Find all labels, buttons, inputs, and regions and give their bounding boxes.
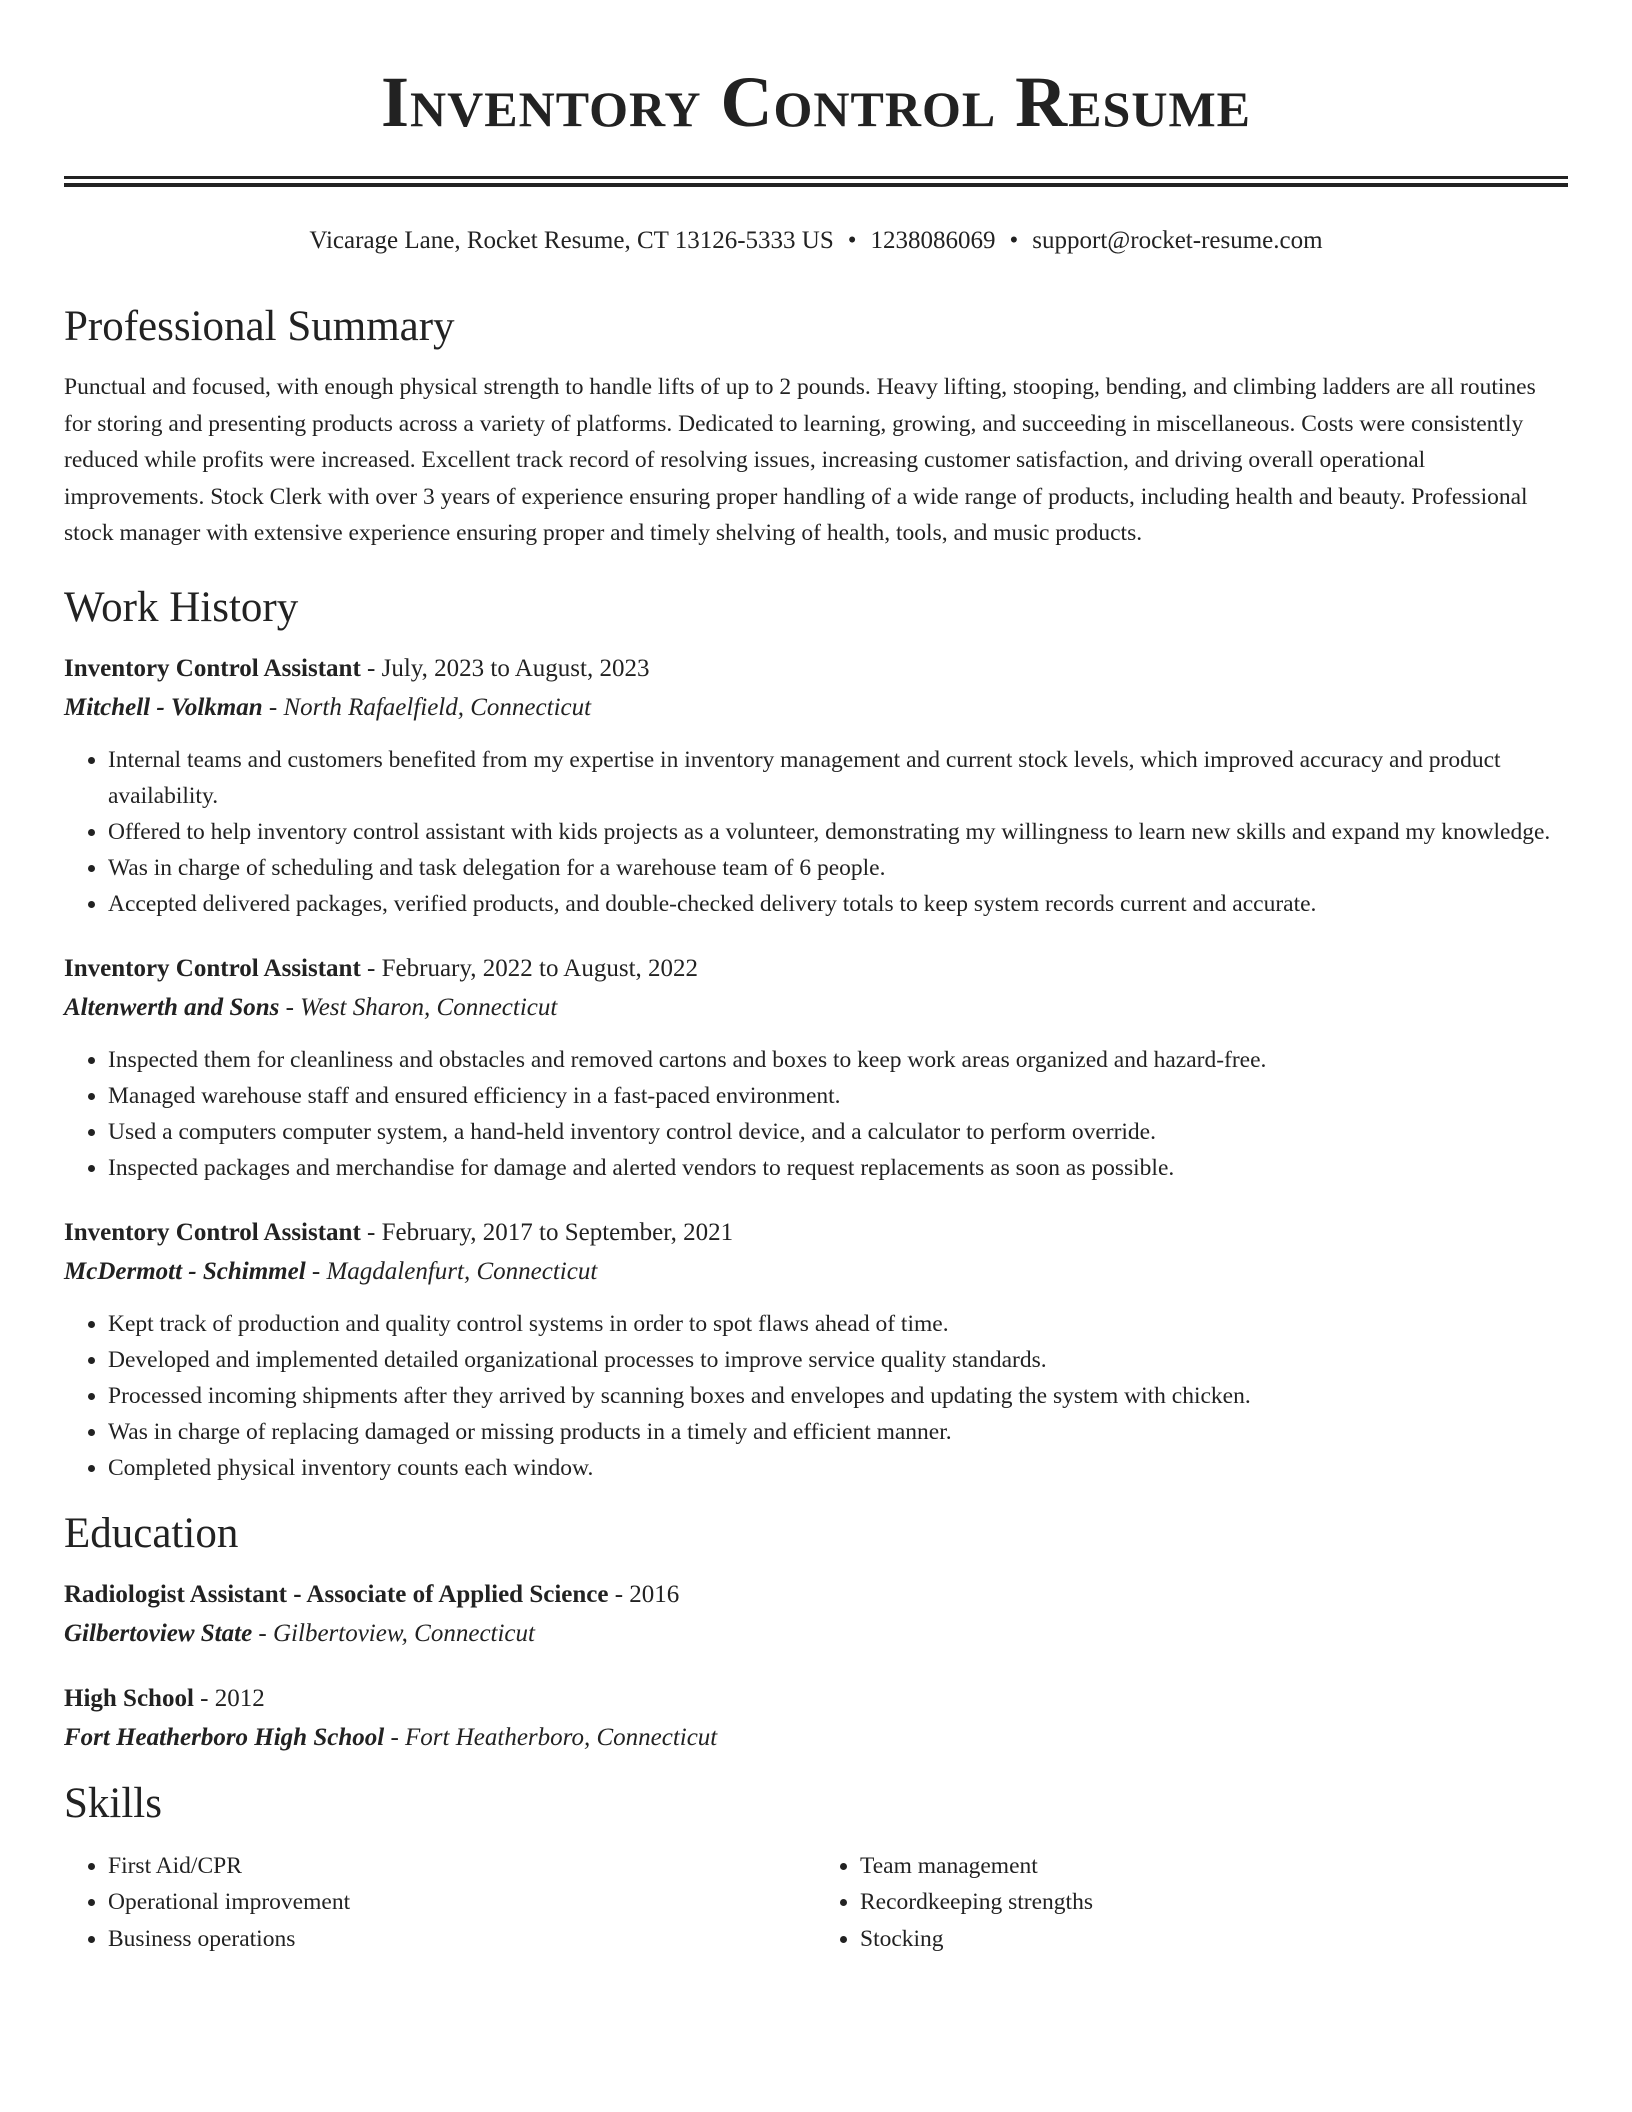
job-location: - North Rafaelfield, Connecticut — [262, 693, 592, 721]
skill-item: • Recordkeeping strengths — [860, 1884, 1568, 1921]
job-duty-item: • Internal teams and customers benefited from my expertise in inventory management and current stock levels, which improved accuracy and product availability. — [108, 742, 1568, 814]
education-location: - Gilbertoview, Connecticut — [252, 1619, 535, 1647]
title-divider — [64, 176, 1568, 187]
job-duty-item: • Developed and implemented detailed organizational processes to improve service quality standards. — [108, 1342, 1568, 1378]
contact-line — [64, 225, 1568, 257]
job-title: Inventory Control Assistant — [64, 954, 361, 982]
job-duties — [64, 1306, 1568, 1486]
contact-email: support@rocket-resume.com — [1032, 227, 1323, 254]
education-header — [64, 1576, 1568, 1614]
job-duty-item: • Was in charge of replacing damaged or missing products in a timely and efficient manner. — [108, 1414, 1568, 1450]
skills-list — [64, 1838, 1568, 1958]
job-entry — [64, 950, 1568, 1186]
skill-item: • Stocking — [860, 1921, 1568, 1958]
job-company: Mitchell - Volkman — [64, 693, 263, 721]
job-dates: - July, 2023 to August, 2023 — [360, 654, 650, 682]
education-degree: Radiologist Assistant - Associate of Applied Science — [64, 1580, 609, 1608]
skill-item: • First Aid/CPR — [108, 1848, 816, 1885]
job-duties — [64, 1042, 1568, 1186]
job-company: McDermott - Schimmel — [64, 1257, 306, 1285]
job-employer — [64, 688, 1568, 728]
skill-item: • Business operations — [108, 1921, 816, 1958]
education-entry — [64, 1576, 1568, 1654]
skill-item: • Team management — [860, 1848, 1568, 1885]
summary-text: Punctual and focused, with enough physical strength to handle lifts of up to 2 pounds. Heavy lifting, stooping, bending, and climbing ladders are all routines for storing and presenting products across a variety of platforms. Dedicated to learning, growing, and succeeding in miscellaneous. Costs were consistently reduced while profits were increased. Excellent track record of resolving issues, increasing customer satisfaction, and driving overall operational improvements. Stock Clerk with over 3 years of experience ensuring proper handling of a wide range of products, including health and beauty. Professional stock manager with extensive experience ensuring proper and timely shelving of health, tools, and music products. — [64, 374, 1536, 546]
job-duty-item: • Inspected them for cleanliness and obstacles and removed cartons and boxes to keep work areas organized and hazard-free. — [108, 1042, 1568, 1078]
job-duty-item: • Completed physical inventory counts each window. — [108, 1450, 1568, 1486]
education-school: Gilbertoview State — [64, 1619, 253, 1647]
job-header — [64, 1214, 1568, 1252]
job-duties — [64, 742, 1568, 922]
job-location: - Magdalenfurt, Connecticut — [305, 1257, 598, 1285]
job-dates: - February, 2022 to August, 2022 — [360, 954, 699, 982]
education-degree: High School — [64, 1684, 194, 1712]
job-header — [64, 950, 1568, 988]
job-company: Altenwerth and Sons — [64, 993, 280, 1021]
job-duty-item: • Inspected packages and merchandise for damage and alerted vendors to request replacements as soon as possible. — [108, 1150, 1568, 1186]
job-employer — [64, 1252, 1568, 1292]
education-school: Fort Heatherboro High School — [64, 1723, 385, 1751]
contact-address: Vicarage Lane, Rocket Resume, CT 13126-5333 US — [309, 227, 834, 254]
education-school-line — [64, 1718, 1568, 1758]
skills-column-right — [816, 1848, 1568, 1958]
education-header — [64, 1680, 1568, 1718]
summary-heading: Professional Summary — [64, 303, 455, 350]
education-heading: Education — [64, 1509, 239, 1557]
skills-heading: Skills — [64, 1779, 162, 1827]
education-year: - 2016 — [608, 1580, 680, 1608]
job-header — [64, 650, 1568, 688]
contact-separator: • — [847, 227, 857, 254]
job-entry — [64, 650, 1568, 922]
education-location: - Fort Heatherboro, Connecticut — [384, 1723, 718, 1751]
job-title: Inventory Control Assistant — [64, 1218, 361, 1246]
job-duty-item: • Processed incoming shipments after they arrived by scanning boxes and envelopes and updating the system with chicken. — [108, 1378, 1568, 1414]
job-entry — [64, 1214, 1568, 1486]
skill-item: • Operational improvement — [108, 1884, 816, 1921]
job-title: Inventory Control Assistant — [64, 654, 361, 682]
page-title: Inventory Control Resume — [381, 62, 1251, 142]
job-duty-item: • Managed warehouse staff and ensured efficiency in a fast-paced environment. — [108, 1078, 1568, 1114]
job-duty-item: • Accepted delivered packages, verified products, and double-checked delivery totals to keep system records current and accurate. — [108, 886, 1568, 922]
education-entry — [64, 1680, 1568, 1758]
job-employer — [64, 988, 1568, 1028]
job-location: - West Sharon, Connecticut — [279, 993, 558, 1021]
job-duty-item: • Used a computers computer system, a hand-held inventory control device, and a calculator to perform override. — [108, 1114, 1568, 1150]
skills-column-left — [64, 1848, 816, 1958]
job-dates: - February, 2017 to September, 2021 — [360, 1218, 734, 1246]
education-school-line — [64, 1614, 1568, 1654]
education-year: - 2012 — [193, 1684, 265, 1712]
work-history-heading: Work History — [64, 583, 299, 631]
job-duty-item: • Kept track of production and quality control systems in order to spot flaws ahead of time. — [108, 1306, 1568, 1342]
job-duty-item: • Offered to help inventory control assistant with kids projects as a volunteer, demonstrating my willingness to learn new skills and expand my knowledge. — [108, 814, 1568, 850]
contact-phone: 1238086069 — [870, 227, 996, 254]
contact-separator: • — [1009, 227, 1019, 254]
job-duty-item: • Was in charge of scheduling and task delegation for a warehouse team of 6 people. — [108, 850, 1568, 886]
